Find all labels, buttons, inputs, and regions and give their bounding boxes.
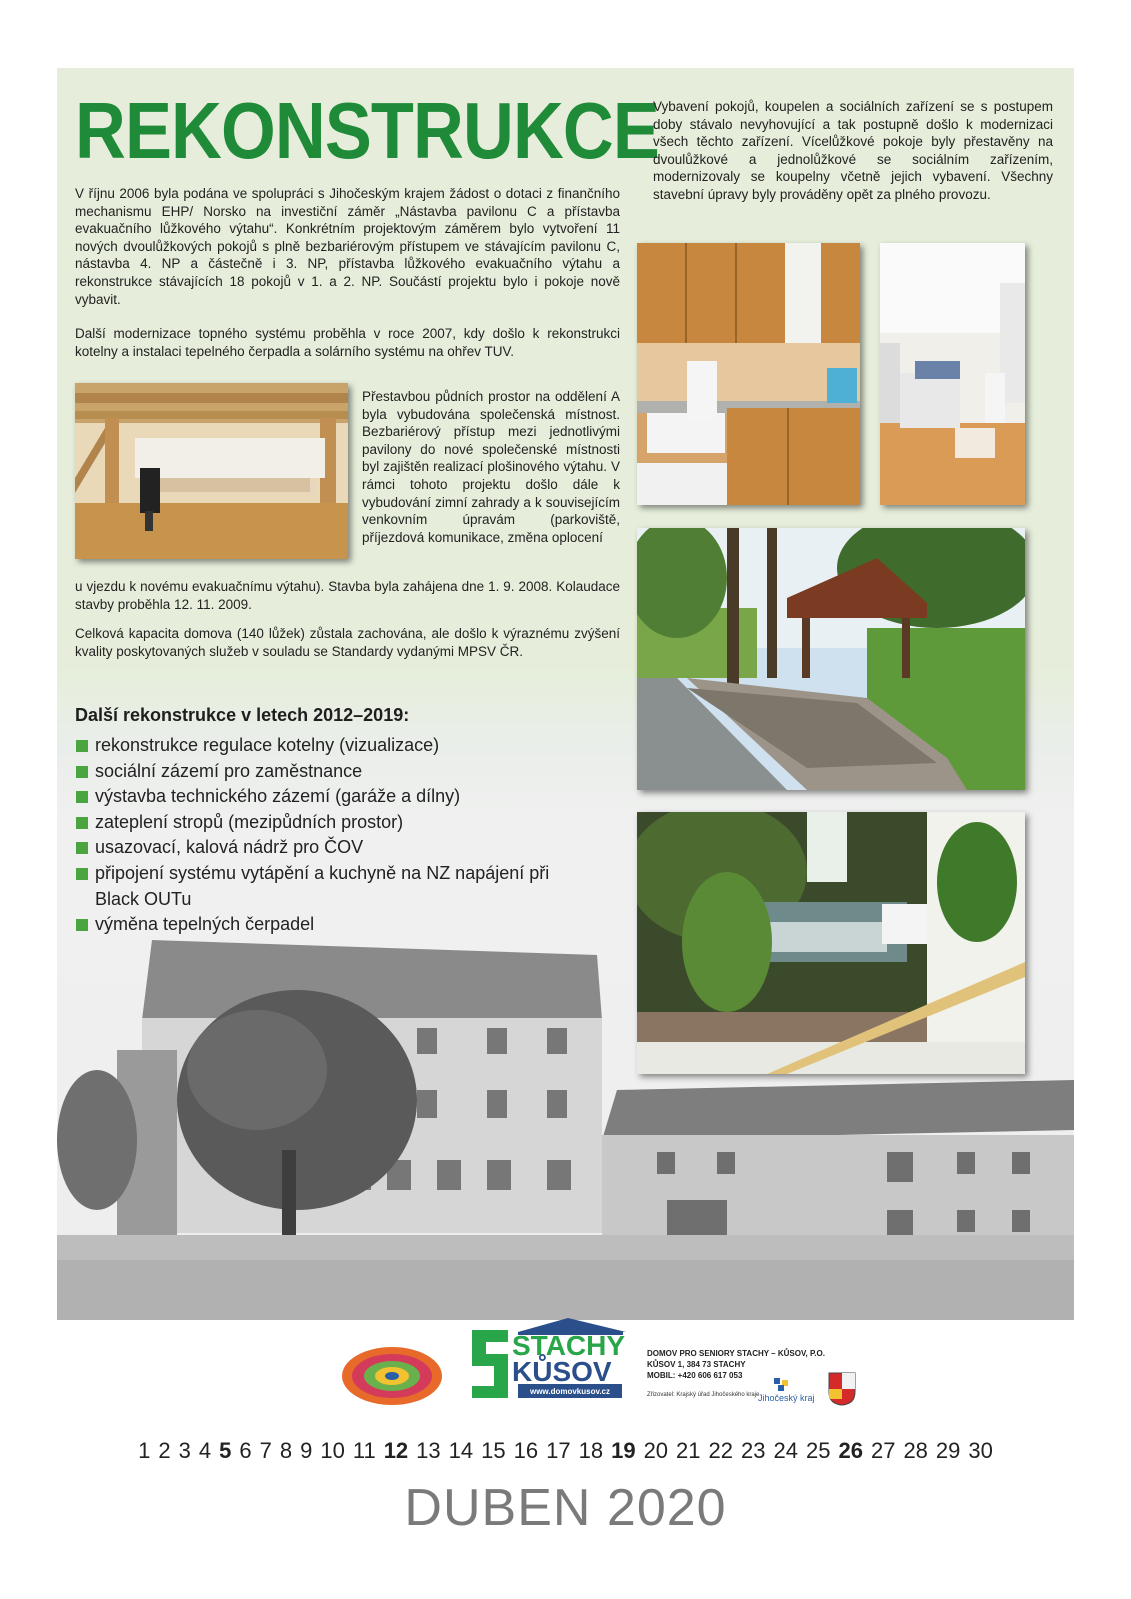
list-item: připojení systému vytápění a kuchyně na NZ napájení při Black OUTu — [75, 861, 555, 912]
paragraph-attic: Přestavbou půdních prostor na oddělení A byla vybudována společenská místnost. Bezbariérový přístup mezi jednotlivými pavilony do nové společenské místnosti byl zajištěn realizací plošinového výtahu. V rámci tohoto projektu došlo dále k vybudování zimní zahrady a k souvisejícím venkovním úpravám (parkoviště, příjezdová komunikace, změna oplocení — [362, 389, 620, 545]
calendar-day: 24 — [773, 1438, 798, 1463]
garden-gazebo-photo — [637, 528, 1025, 790]
calendar-days — [0, 1438, 1131, 1464]
list-item: sociální zázemí pro zaměstnance — [75, 759, 615, 785]
founder-text: Zřizovatel: Krajský úřad Jihočeského kraje — [647, 1392, 760, 1398]
calendar-day: 11 — [352, 1438, 376, 1463]
calendar-day: 5 — [219, 1438, 232, 1463]
paragraph-capacity: Celková kapacita domova (140 lůžek) zůstala zachována, ale došlo k výraznému zvýšení kvality poskytovaných služeb v souladu se Standardy vydanými MPSV ČR. — [75, 626, 620, 659]
calendar-day: 10 — [320, 1438, 345, 1463]
calendar-day: 16 — [513, 1438, 539, 1463]
calendar-day: 23 — [741, 1438, 766, 1463]
list-item: výměna tepelných čerpadel — [75, 912, 615, 938]
kraj-logo-icon — [772, 1376, 792, 1392]
reconstruction-list — [75, 733, 615, 938]
calendar-day: 6 — [239, 1438, 252, 1463]
calendar-month: DUBEN 2020 — [404, 1479, 727, 1537]
list-item: zateplení stropů (mezipůdních prostor) — [75, 810, 615, 836]
calendar-day: 4 — [198, 1438, 212, 1463]
organization-info — [647, 1348, 827, 1381]
kitchen-photo — [637, 243, 860, 505]
calendar-day: 30 — [968, 1438, 993, 1463]
list-item: výstavba technického zázemí (garáže a dílny) — [75, 784, 615, 810]
page-title: REKONSTRUKCE — [75, 86, 659, 175]
calendar-day: 1 — [138, 1438, 151, 1463]
calendar-day: 18 — [578, 1438, 604, 1463]
calendar-day: 26 — [838, 1438, 863, 1463]
calendar-day: 28 — [903, 1438, 928, 1463]
paragraph-attic-continued: u vjezdu k novému evakuačnímu výtahu). Stavba byla zahájena dne 1. 9. 2008. Kolaudace stavby proběhla 12. 11. 2009. — [75, 579, 620, 612]
calendar-day: 7 — [259, 1438, 272, 1463]
list-item: usazovací, kalová nádrž pro ČOV — [75, 835, 615, 861]
bathroom-photo — [880, 243, 1025, 505]
logo-web-url: www.domovkusov.cz — [529, 1387, 610, 1396]
calendar-day: 27 — [870, 1438, 896, 1463]
logo-stachy-text: STACHY — [512, 1330, 626, 1361]
list-heading: Další rekonstrukce v letech 2012–2019: — [75, 705, 410, 725]
calendar-day: 9 — [300, 1438, 313, 1463]
calendar-day: 3 — [178, 1438, 191, 1463]
calendar-day: 19 — [611, 1438, 636, 1463]
calendar-day: 12 — [383, 1438, 409, 1463]
calendar-day: 29 — [935, 1438, 961, 1463]
calendar-day: 8 — [279, 1438, 293, 1463]
mandala-logo — [340, 1345, 445, 1407]
kraj-text: Jihočeský kraj — [758, 1393, 815, 1403]
org-phone: MOBIL: +420 606 617 053 — [647, 1371, 743, 1380]
winter-garden-photo — [637, 812, 1025, 1074]
calendar-day: 20 — [643, 1438, 669, 1463]
calendar-day: 25 — [805, 1438, 831, 1463]
list-item: rekonstrukce regulace kotelny (vizualizace) — [75, 733, 615, 759]
calendar-day: 14 — [448, 1438, 474, 1463]
coat-of-arms-icon — [828, 1372, 856, 1406]
paragraph-heating: Další modernizace topného systému proběhla v roce 2007, kdy došlo k rekonstrukci kotelny a instalaci tepelného čerpadla a solárního systému na ohřev TUV. — [75, 326, 620, 359]
calendar-day: 21 — [676, 1438, 701, 1463]
attic-hall-photo — [75, 383, 348, 559]
org-address: KŮSOV 1, 384 73 STACHY — [647, 1360, 746, 1369]
calendar-day: 2 — [158, 1438, 171, 1463]
calendar-day: 22 — [708, 1438, 734, 1463]
paragraph-grant: V říjnu 2006 byla podána ve spolupráci s Jihočeským krajem žádost o dotaci z finančního mechanismu EHP/ Norsko na investiční záměr „Nástavba pavilonu C a přístavba evakuačního lůžkového výtahu“. Konkrétním projektovým záměrem bylo vytvoření 11 nových dvoulůžkových pokojů s plně bezbariérovým přístupem ve stávajícím pavilonu C, nástavba 4. NP a částečně i 3. NP, přístavba lůžkového evakuačního výtahu a rekonstrukce stávajících 18 pokojů v 1. a 2. NP. Součástí projektu bylo i pokoje nově vybavit. — [75, 186, 620, 307]
logo-kusov-text: KŮSOV — [512, 1356, 612, 1387]
calendar-day: 17 — [546, 1438, 571, 1463]
org-name: DOMOV PRO SENIORY STACHY – KŮSOV, P.O. — [647, 1349, 825, 1358]
calendar-day: 15 — [481, 1438, 506, 1463]
paragraph-rooms: Vybavení pokojů, koupelen a sociálních zařízení se s postupem doby stávalo nevyhovující a tak postupně došlo k modernizaci všech těchto zařízení. Vícelůžkové pokoje byly přestavěny na dvoulůžkové a jednolůžkové se sociálním zařízením, modernizovaly se koupelny včetně jejich vybavení. Všechny stavební úpravy byly prováděny opět za plného provozu. — [653, 99, 1053, 202]
calendar-day: 13 — [416, 1438, 441, 1463]
